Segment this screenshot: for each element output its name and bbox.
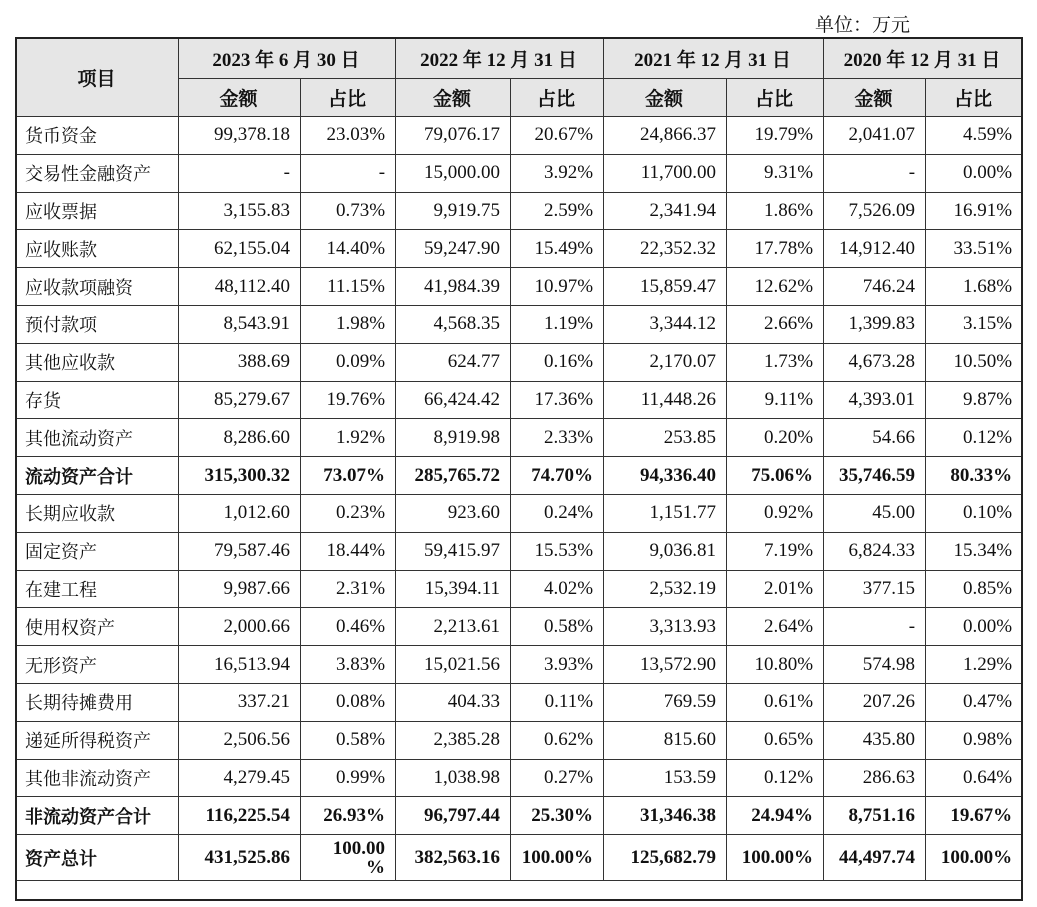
amount-cell: 382,563.16 (396, 835, 511, 881)
amount-cell: 9,919.75 (396, 192, 511, 230)
amount-cell: 4,279.45 (179, 759, 301, 797)
ratio-cell: 1.86% (727, 192, 824, 230)
table-row (17, 646, 1023, 684)
header-item: 项目 (17, 39, 179, 117)
header-amount: 金额 (179, 79, 301, 117)
ratio-cell: 15.49% (511, 230, 604, 268)
amount-cell: 79,587.46 (179, 532, 301, 570)
row-label: 应收款项融资 (17, 268, 179, 306)
ratio-cell: 10.97% (511, 268, 604, 306)
ratio-cell: 0.09% (301, 343, 396, 381)
ratio-cell: 80.33% (926, 457, 1023, 495)
header-ratio: 占比 (926, 79, 1023, 117)
ratio-cell: 0.00% (926, 608, 1023, 646)
table-row (17, 230, 1023, 268)
ratio-cell: 74.70% (511, 457, 604, 495)
amount-cell: 35,746.59 (824, 457, 926, 495)
ratio-cell: 9.11% (727, 381, 824, 419)
ratio-cell: 9.87% (926, 381, 1023, 419)
ratio-cell: 1.92% (301, 419, 396, 457)
header-period-2020-12-31: 2020 年 12 月 31 日 (824, 39, 1023, 79)
ratio-cell: 0.00% (926, 154, 1023, 192)
amount-cell: 286.63 (824, 759, 926, 797)
row-label: 使用权资产 (17, 608, 179, 646)
table-row (17, 759, 1023, 797)
table-row (17, 305, 1023, 343)
ratio-cell: 3.92% (511, 154, 604, 192)
row-label: 长期应收款 (17, 494, 179, 532)
amount-cell: 337.21 (179, 683, 301, 721)
table-row (17, 457, 1023, 495)
amount-cell: 1,151.77 (604, 494, 727, 532)
amount-cell: 4,393.01 (824, 381, 926, 419)
amount-cell: 31,346.38 (604, 797, 727, 835)
amount-cell: 24,866.37 (604, 117, 727, 155)
amount-cell: 1,012.60 (179, 494, 301, 532)
amount-cell: 1,399.83 (824, 305, 926, 343)
amount-cell: 624.77 (396, 343, 511, 381)
header-period-2022-12-31: 2022 年 12 月 31 日 (396, 39, 604, 79)
amount-cell: 153.59 (604, 759, 727, 797)
ratio-cell: 2.64% (727, 608, 824, 646)
header-ratio: 占比 (511, 79, 604, 117)
amount-cell: 923.60 (396, 494, 511, 532)
row-label: 应收账款 (17, 230, 179, 268)
ratio-cell: 7.19% (727, 532, 824, 570)
amount-cell: 8,751.16 (824, 797, 926, 835)
table-row (17, 192, 1023, 230)
ratio-cell: 0.16% (511, 343, 604, 381)
amount-cell: 44,497.74 (824, 835, 926, 881)
amount-cell: 3,155.83 (179, 192, 301, 230)
amount-cell: 15,859.47 (604, 268, 727, 306)
ratio-cell: 4.02% (511, 570, 604, 608)
header-amount: 金额 (824, 79, 926, 117)
ratio-cell: 10.80% (727, 646, 824, 684)
ratio-cell: 19.67% (926, 797, 1023, 835)
ratio-cell: 0.47% (926, 683, 1023, 721)
amount-cell: 815.60 (604, 721, 727, 759)
ratio-cell: 0.73% (301, 192, 396, 230)
amount-cell: 253.85 (604, 419, 727, 457)
table-row (17, 835, 1023, 881)
amount-cell: 11,700.00 (604, 154, 727, 192)
ratio-cell: 0.08% (301, 683, 396, 721)
ratio-cell: 25.30% (511, 797, 604, 835)
table-row (17, 268, 1023, 306)
row-label: 递延所得税资产 (17, 721, 179, 759)
ratio-cell: 100.00% (727, 835, 824, 881)
ratio-cell: 10.50% (926, 343, 1023, 381)
row-label: 非流动资产合计 (17, 797, 179, 835)
asset-composition-table (16, 38, 1023, 881)
ratio-cell: 0.58% (511, 608, 604, 646)
amount-cell: 11,448.26 (604, 381, 727, 419)
ratio-cell: 3.93% (511, 646, 604, 684)
row-label: 资产总计 (17, 835, 179, 881)
amount-cell: 2,506.56 (179, 721, 301, 759)
ratio-cell: 3.83% (301, 646, 396, 684)
amount-cell: 2,213.61 (396, 608, 511, 646)
ratio-cell: 0.61% (727, 683, 824, 721)
amount-cell: 7,526.09 (824, 192, 926, 230)
amount-cell: - (824, 608, 926, 646)
amount-cell: 2,532.19 (604, 570, 727, 608)
amount-cell: 8,919.98 (396, 419, 511, 457)
ratio-cell: 0.23% (301, 494, 396, 532)
table-row (17, 683, 1023, 721)
ratio-cell: 0.12% (727, 759, 824, 797)
table-row (17, 570, 1023, 608)
ratio-cell: 0.20% (727, 419, 824, 457)
row-label: 应收票据 (17, 192, 179, 230)
table-row (17, 381, 1023, 419)
ratio-cell: 75.06% (727, 457, 824, 495)
header-amount: 金额 (604, 79, 727, 117)
ratio-cell: 2.59% (511, 192, 604, 230)
amount-cell: 48,112.40 (179, 268, 301, 306)
header-period-2021-12-31: 2021 年 12 月 31 日 (604, 39, 824, 79)
ratio-cell: 0.46% (301, 608, 396, 646)
ratio-cell: 3.15% (926, 305, 1023, 343)
table-row (17, 608, 1023, 646)
row-label: 其他非流动资产 (17, 759, 179, 797)
row-label: 其他流动资产 (17, 419, 179, 457)
ratio-cell: 9.31% (727, 154, 824, 192)
amount-cell: 1,038.98 (396, 759, 511, 797)
amount-cell: 15,021.56 (396, 646, 511, 684)
amount-cell: 59,415.97 (396, 532, 511, 570)
amount-cell: 4,673.28 (824, 343, 926, 381)
ratio-cell: 20.67% (511, 117, 604, 155)
ratio-cell: 18.44% (301, 532, 396, 570)
header-period-2023-06-30: 2023 年 6 月 30 日 (179, 39, 396, 79)
ratio-cell: 1.29% (926, 646, 1023, 684)
amount-cell: 79,076.17 (396, 117, 511, 155)
ratio-cell: 19.76% (301, 381, 396, 419)
ratio-cell: 1.98% (301, 305, 396, 343)
amount-cell: 2,341.94 (604, 192, 727, 230)
amount-cell: 13,572.90 (604, 646, 727, 684)
amount-cell: 9,036.81 (604, 532, 727, 570)
amount-cell: 315,300.32 (179, 457, 301, 495)
amount-cell: 3,344.12 (604, 305, 727, 343)
ratio-cell: 19.79% (727, 117, 824, 155)
amount-cell: 4,568.35 (396, 305, 511, 343)
ratio-cell: 0.12% (926, 419, 1023, 457)
ratio-cell: 23.03% (301, 117, 396, 155)
unit-label: 单位：万元 (815, 14, 911, 36)
amount-cell: 207.26 (824, 683, 926, 721)
amount-cell: 769.59 (604, 683, 727, 721)
amount-cell: 96,797.44 (396, 797, 511, 835)
ratio-cell: 100.00% (511, 835, 604, 881)
amount-cell: 3,313.93 (604, 608, 727, 646)
amount-cell: 746.24 (824, 268, 926, 306)
ratio-cell: 0.64% (926, 759, 1023, 797)
table-body (17, 117, 1023, 881)
amount-cell: 2,385.28 (396, 721, 511, 759)
ratio-cell: 16.91% (926, 192, 1023, 230)
ratio-cell: 0.98% (926, 721, 1023, 759)
amount-cell: 9,987.66 (179, 570, 301, 608)
amount-cell: 66,424.42 (396, 381, 511, 419)
ratio-cell: 1.19% (511, 305, 604, 343)
row-label: 固定资产 (17, 532, 179, 570)
table-row (17, 494, 1023, 532)
amount-cell: 14,912.40 (824, 230, 926, 268)
row-label: 长期待摊费用 (17, 683, 179, 721)
ratio-cell: 0.10% (926, 494, 1023, 532)
ratio-cell: - (301, 154, 396, 192)
amount-cell: 22,352.32 (604, 230, 727, 268)
header-ratio: 占比 (727, 79, 824, 117)
amount-cell: 94,336.40 (604, 457, 727, 495)
ratio-cell: 2.31% (301, 570, 396, 608)
ratio-cell: 33.51% (926, 230, 1023, 268)
row-label: 其他应收款 (17, 343, 179, 381)
ratio-cell: 26.93% (301, 797, 396, 835)
ratio-cell: 24.94% (727, 797, 824, 835)
amount-cell: 2,041.07 (824, 117, 926, 155)
amount-cell: 404.33 (396, 683, 511, 721)
table-row (17, 721, 1023, 759)
table-row (17, 117, 1023, 155)
amount-cell: 2,170.07 (604, 343, 727, 381)
ratio-cell: 15.34% (926, 532, 1023, 570)
ratio-cell: 0.65% (727, 721, 824, 759)
ratio-cell: 0.62% (511, 721, 604, 759)
amount-cell: 574.98 (824, 646, 926, 684)
amount-cell: 59,247.90 (396, 230, 511, 268)
amount-cell: 8,286.60 (179, 419, 301, 457)
ratio-cell: 2.66% (727, 305, 824, 343)
amount-cell: 116,225.54 (179, 797, 301, 835)
table-row (17, 532, 1023, 570)
ratio-cell: 1.73% (727, 343, 824, 381)
header-amount: 金额 (396, 79, 511, 117)
table-row (17, 797, 1023, 835)
ratio-cell: 100.00% (926, 835, 1023, 881)
ratio-cell: 0.27% (511, 759, 604, 797)
amount-cell: 431,525.86 (179, 835, 301, 881)
amount-cell: 54.66 (824, 419, 926, 457)
row-label: 交易性金融资产 (17, 154, 179, 192)
ratio-cell: 1.68% (926, 268, 1023, 306)
ratio-cell: 2.01% (727, 570, 824, 608)
ratio-cell: 2.33% (511, 419, 604, 457)
amount-cell: 99,378.18 (179, 117, 301, 155)
amount-cell: 62,155.04 (179, 230, 301, 268)
amount-cell: 41,984.39 (396, 268, 511, 306)
ratio-cell: 0.24% (511, 494, 604, 532)
ratio-cell: 14.40% (301, 230, 396, 268)
amount-cell: - (824, 154, 926, 192)
amount-cell: 388.69 (179, 343, 301, 381)
table-row (17, 154, 1023, 192)
ratio-cell: 0.11% (511, 683, 604, 721)
amount-cell: 285,765.72 (396, 457, 511, 495)
row-label: 存货 (17, 381, 179, 419)
amount-cell: 2,000.66 (179, 608, 301, 646)
ratio-cell: 17.78% (727, 230, 824, 268)
amount-cell: 435.80 (824, 721, 926, 759)
ratio-cell: 73.07% (301, 457, 396, 495)
amount-cell: 16,513.94 (179, 646, 301, 684)
amount-cell: - (179, 154, 301, 192)
amount-cell: 8,543.91 (179, 305, 301, 343)
amount-cell: 125,682.79 (604, 835, 727, 881)
amount-cell: 377.15 (824, 570, 926, 608)
table-row (17, 419, 1023, 457)
ratio-cell: 0.99% (301, 759, 396, 797)
row-label: 流动资产合计 (17, 457, 179, 495)
ratio-cell: 0.92% (727, 494, 824, 532)
row-label: 预付款项 (17, 305, 179, 343)
ratio-cell: 11.15% (301, 268, 396, 306)
amount-cell: 6,824.33 (824, 532, 926, 570)
amount-cell: 15,000.00 (396, 154, 511, 192)
amount-cell: 45.00 (824, 494, 926, 532)
ratio-cell: 100.00 % (301, 835, 396, 881)
table-row (17, 343, 1023, 381)
ratio-cell: 0.58% (301, 721, 396, 759)
row-label: 在建工程 (17, 570, 179, 608)
row-label: 无形资产 (17, 646, 179, 684)
ratio-cell: 17.36% (511, 381, 604, 419)
amount-cell: 15,394.11 (396, 570, 511, 608)
ratio-cell: 4.59% (926, 117, 1023, 155)
ratio-cell: 0.85% (926, 570, 1023, 608)
ratio-cell: 15.53% (511, 532, 604, 570)
ratio-cell: 12.62% (727, 268, 824, 306)
amount-cell: 85,279.67 (179, 381, 301, 419)
row-label: 货币资金 (17, 117, 179, 155)
header-ratio: 占比 (301, 79, 396, 117)
